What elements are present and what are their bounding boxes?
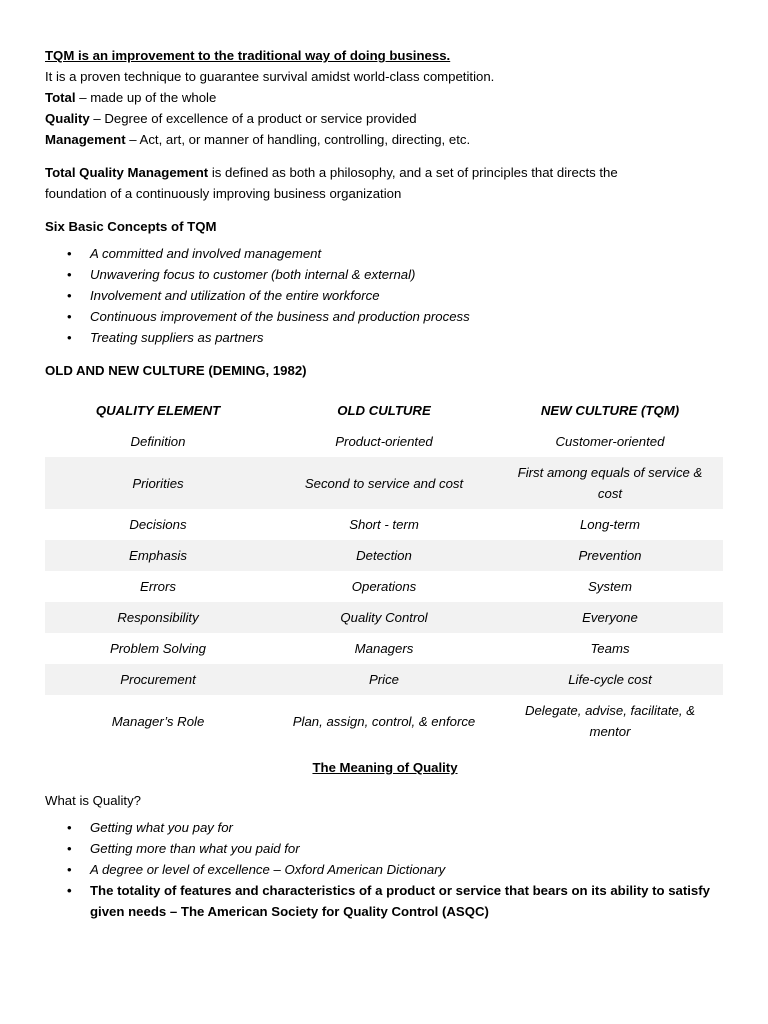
- intro-line: It is a proven technique to guarantee survival amidst world-class competition.: [45, 69, 495, 84]
- list-item: • Getting more than what you paid for: [45, 838, 725, 859]
- concepts-list: [45, 243, 725, 348]
- table-cell: Errors: [140, 579, 176, 594]
- definition-text: – made up of the whole: [75, 90, 217, 105]
- table-row: [45, 695, 723, 747]
- column-header: NEW CULTURE (TQM): [540, 403, 680, 418]
- table-cell: Price: [271, 664, 497, 695]
- table-cell: Procurement: [45, 664, 271, 695]
- tqm-def-part2: foundation of a continuously improving business organization: [45, 186, 402, 201]
- list-item: • Getting what you pay for: [45, 817, 725, 838]
- table-row: [45, 540, 723, 571]
- list-item: • Unwavering focus to customer (both internal & external): [45, 264, 725, 285]
- definition-quality: [45, 108, 725, 129]
- table-cell: Emphasis: [45, 540, 271, 571]
- list-item: • A degree or level of excellence – Oxford American Dictionary: [45, 859, 725, 880]
- term-total: Total: [45, 90, 76, 105]
- definition-total: [45, 87, 725, 108]
- list-item: • Treating suppliers as partners: [45, 327, 725, 348]
- term-management: Management: [45, 132, 126, 147]
- table-cell: Manager’s Role: [111, 713, 205, 729]
- table-header-row: [45, 395, 723, 426]
- table-cell: Responsibility: [45, 602, 271, 633]
- column-header: OLD CULTURE: [337, 403, 431, 418]
- quality-title: The Meaning of Quality: [312, 760, 458, 775]
- tqm-def-part1: is defined as both a philosophy, and a set of principles that directs the: [208, 165, 618, 180]
- table-row: [45, 571, 723, 602]
- table-cell: Plan, assign, control, & enforce: [292, 713, 476, 729]
- intro-title: TQM is an improvement to the traditional way of doing business.: [45, 48, 451, 63]
- definition-management: [45, 129, 725, 150]
- list-item: • Involvement and utilization of the entire workforce: [45, 285, 725, 306]
- table-row: [45, 664, 723, 695]
- document-page: [45, 45, 725, 922]
- table-row: [45, 602, 723, 633]
- table-cell: Long-term: [579, 517, 641, 532]
- quality-list: [45, 817, 725, 922]
- culture-table: [45, 395, 723, 747]
- table-cell: Customer-oriented: [555, 434, 665, 449]
- list-item: • Continuous improvement of the business and production process: [45, 306, 725, 327]
- culture-heading: OLD AND NEW CULTURE (DEMING, 1982): [45, 363, 307, 378]
- table-row: [45, 457, 723, 509]
- table-row: [45, 633, 723, 664]
- table-cell: Detection: [271, 540, 497, 571]
- table-cell: First among equals of service & cost: [497, 457, 723, 509]
- tqm-definition: [45, 162, 725, 183]
- quality-question: What is Quality?: [45, 793, 142, 808]
- table-cell: Quality Control: [271, 602, 497, 633]
- tqm-term: Total Quality Management: [45, 165, 209, 180]
- table-cell: Teams: [590, 641, 630, 656]
- column-header: QUALITY ELEMENT: [95, 403, 221, 418]
- table-cell: Prevention: [497, 540, 723, 571]
- list-item-bold: • The totality of features and characteristics of a product or service that bears on its ability to satisfy given needs – The American Society for Quality Control (ASQC): [45, 880, 725, 922]
- concepts-heading: Six Basic Concepts of TQM: [45, 219, 217, 234]
- table-cell: Problem Solving: [109, 641, 207, 656]
- table-cell: Definition: [130, 434, 186, 449]
- table-cell: Everyone: [497, 602, 723, 633]
- table-cell: Priorities: [45, 457, 271, 509]
- table-cell: Managers: [354, 641, 414, 656]
- table-cell: Decisions: [129, 517, 187, 532]
- table-cell: Second to service and cost: [271, 457, 497, 509]
- table-cell: Delegate, advise, facilitate, & mentor: [524, 703, 696, 739]
- table-cell: Life-cycle cost: [497, 664, 723, 695]
- table-cell: Short - term: [349, 517, 419, 532]
- table-row: [45, 509, 723, 540]
- term-quality: Quality: [45, 111, 90, 126]
- table-cell: Product-oriented: [335, 434, 433, 449]
- table-cell: System: [588, 579, 632, 594]
- table-row: [45, 426, 723, 457]
- definition-text: – Act, art, or manner of handling, controlling, directing, etc.: [125, 132, 471, 147]
- definition-text: – Degree of excellence of a product or service provided: [89, 111, 417, 126]
- table-cell: Operations: [351, 579, 417, 594]
- list-item: • A committed and involved management: [45, 243, 725, 264]
